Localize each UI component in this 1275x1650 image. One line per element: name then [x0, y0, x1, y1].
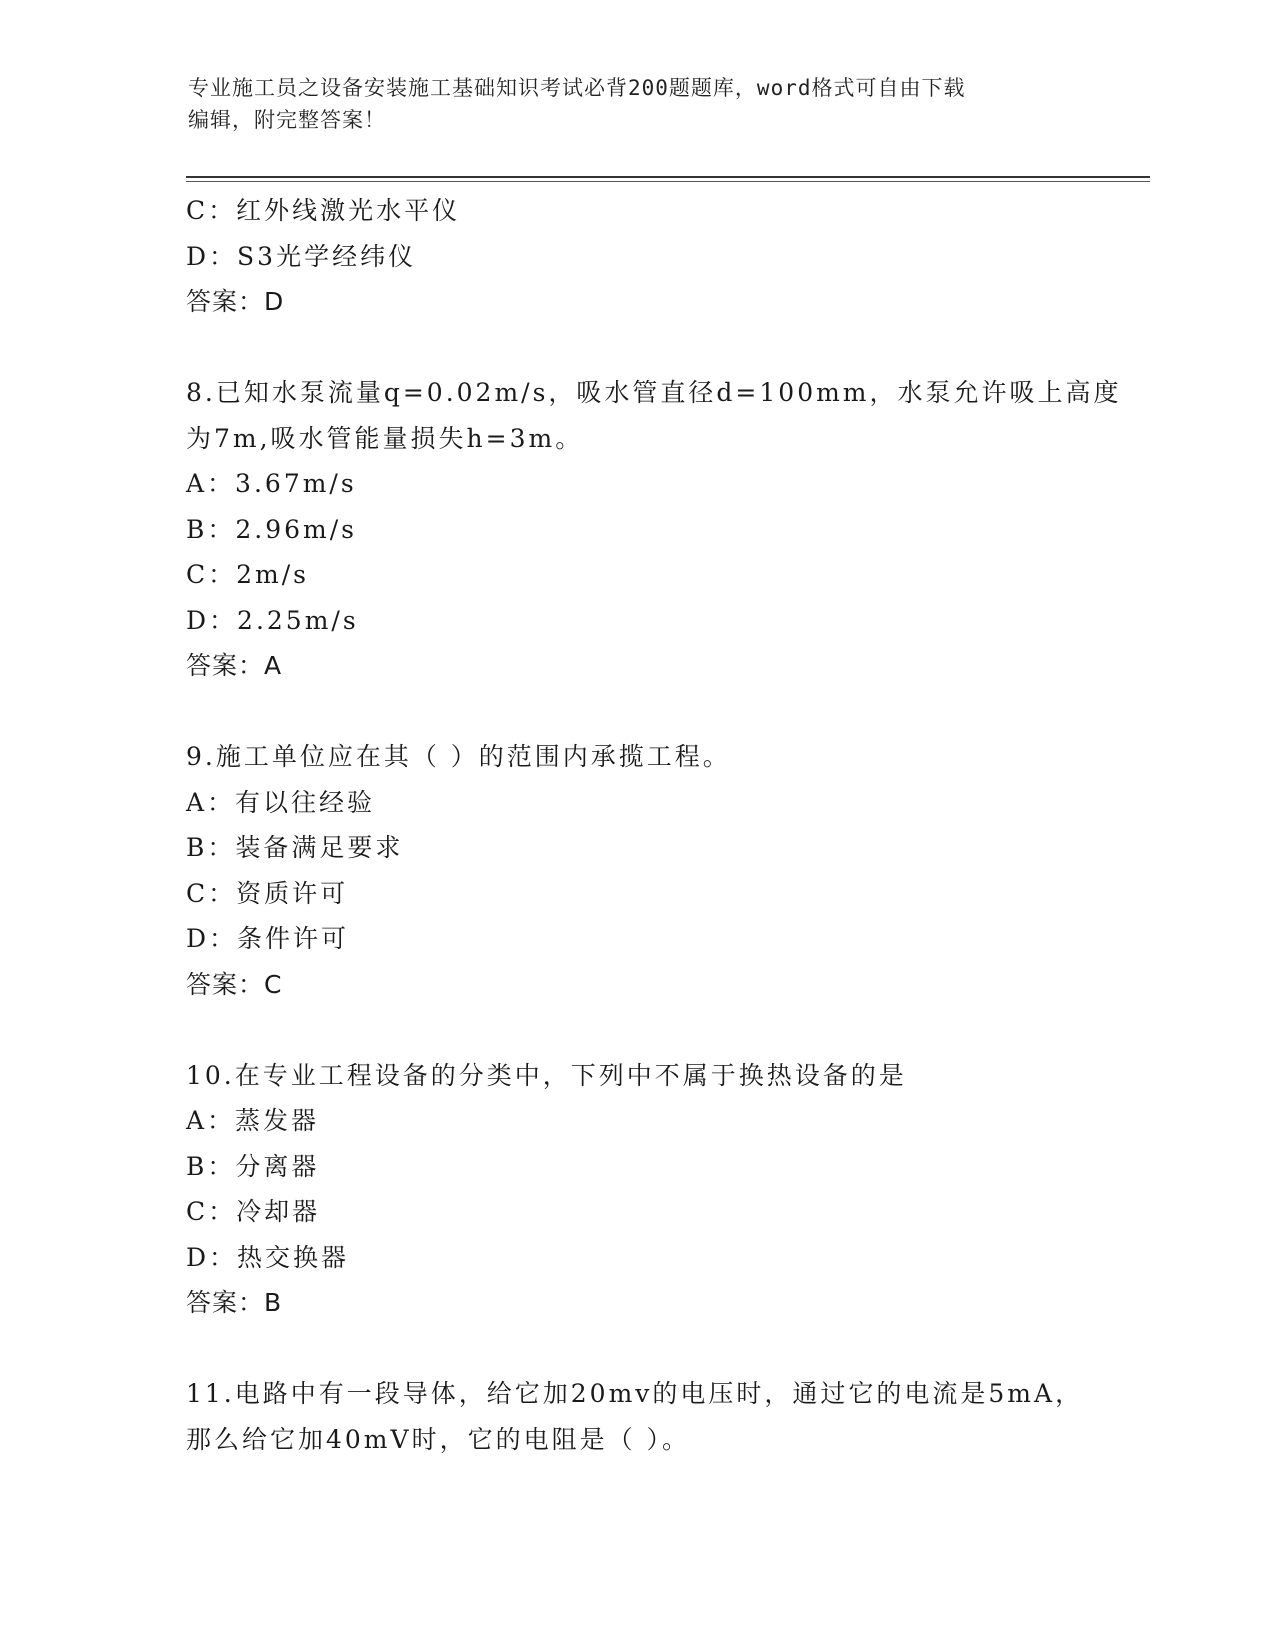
q9-option-a: A：有以往经验 — [186, 787, 376, 817]
spacer — [186, 1007, 1086, 1053]
q7-answer: 答案：D — [186, 287, 285, 316]
q10-option-d: D：热交换器 — [186, 1242, 350, 1272]
header-line-2: 编辑，附完整答案！ — [188, 108, 386, 132]
q9-option-c: C：资质许可 — [186, 878, 349, 908]
q11-stem-line-1: 11.电路中有一段导体，给它加20mv的电压时，通过它的电流是5mA， — [186, 1379, 1084, 1408]
q10-answer: 答案：B — [186, 1288, 283, 1317]
q9-option-b: B：装备满足要求 — [186, 833, 404, 862]
q7-option-d: D：S3光学经纬仪 — [186, 241, 417, 271]
question-9 — [186, 734, 1086, 1007]
header-rule-thin — [186, 181, 1150, 182]
q8-stem-line-1: 8.已知水泵流量q=0.02m/s，吸水管直径d=100mm，水泵允许吸上高度 — [186, 378, 1122, 407]
q7-option-c: C：红外线激光水平仪 — [186, 196, 461, 225]
q10-option-a: A：蒸发器 — [186, 1106, 320, 1135]
document-header — [188, 72, 1068, 136]
q8-option-a: A：3.67m/s — [186, 469, 357, 498]
header-line-1: 专业施工员之设备安装施工基础知识考试必背200题题库，word格式可自由下载 — [188, 76, 966, 100]
q9-answer: 答案：C — [186, 969, 283, 999]
q8-answer: 答案：A — [186, 651, 283, 680]
spacer — [186, 325, 1086, 371]
q8-option-c: C：2m/s — [186, 560, 309, 589]
question-10 — [186, 1053, 1086, 1326]
spacer — [186, 689, 1086, 735]
q10-option-b: B：分离器 — [186, 1151, 320, 1181]
q11-stem-line-2: 那么给它加40mV时，它的电阻是（ ）。 — [186, 1424, 691, 1454]
q8-option-d: D：2.25m/s — [186, 605, 359, 635]
question-8 — [186, 370, 1122, 689]
q10-option-c: C：冷却器 — [186, 1197, 321, 1226]
spacer — [186, 1326, 1086, 1372]
q9-option-d: D：条件许可 — [186, 924, 350, 953]
header-rule-thick — [186, 176, 1150, 178]
q8-stem-line-2: 为7m,吸水管能量损失h=3m。 — [186, 423, 584, 453]
q9-stem: 9.施工单位应在其（ ）的范围内承揽工程。 — [186, 742, 731, 771]
question-list — [186, 188, 1122, 1462]
q8-option-b: B：2.96m/s — [186, 514, 357, 544]
question-7-fragment — [186, 188, 1086, 325]
q10-stem: 10.在专业工程设备的分类中，下列中不属于换热设备的是 — [186, 1060, 907, 1090]
question-11 — [186, 1371, 1086, 1462]
